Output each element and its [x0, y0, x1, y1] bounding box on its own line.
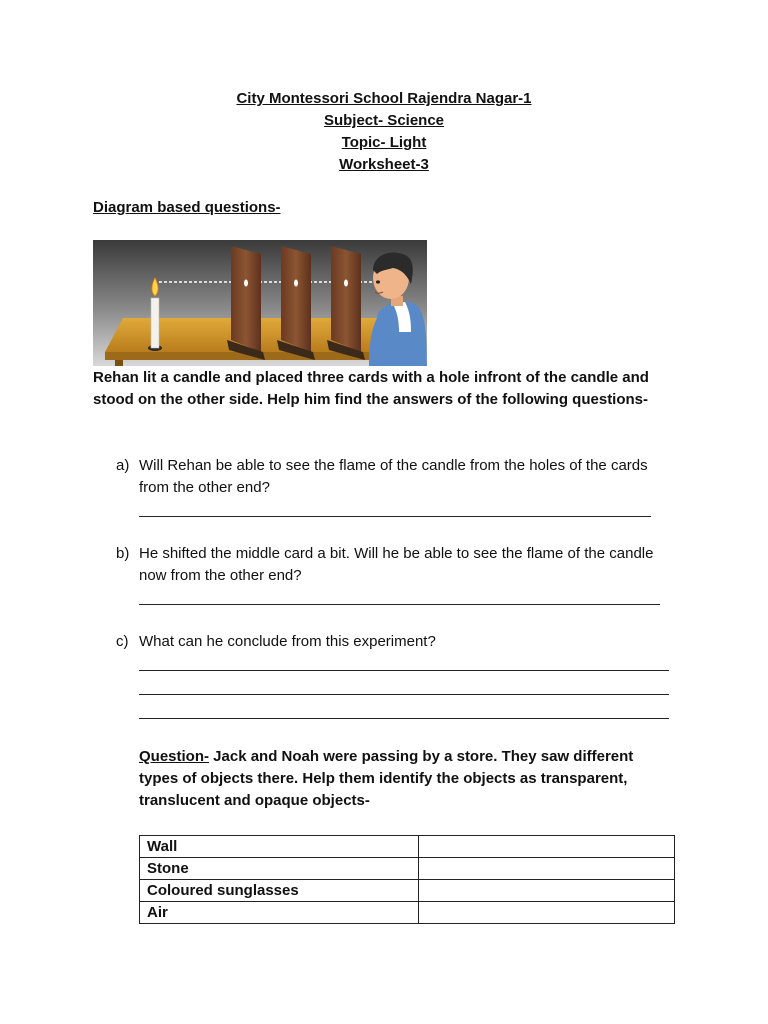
- question-text: Will Rehan be able to see the flame of the candle from the holes of the cards from the other end?: [139, 457, 648, 496]
- question-text: Jack and Noah were passing by a store. They saw different types of objects there. Help them identify the objects as transparent, translucent and opaque objects-: [139, 748, 634, 809]
- table-row: [140, 880, 675, 902]
- object-name: Stone: [140, 858, 419, 880]
- candle-cards-illustration: [93, 240, 427, 366]
- school-name: City Montessori School Rajendra Nagar-1: [236, 90, 532, 107]
- subject-title: Subject- Science: [323, 112, 445, 129]
- card-with-hole-icon: [327, 246, 365, 360]
- table-row: [140, 836, 675, 858]
- answer-line-c3[interactable]: [139, 718, 669, 719]
- topic-title: Topic- Light: [341, 134, 427, 151]
- question-label: c): [116, 633, 129, 650]
- question-objects: [139, 746, 669, 812]
- section-title: Diagram based questions-: [93, 199, 281, 216]
- worksheet-header: [0, 88, 768, 176]
- question-label: Question-: [139, 748, 209, 765]
- experiment-intro: Rehan lit a candle and placed three cards with a hole infront of the candle and stood on the other side. Help him find the answers of the following questions-: [93, 369, 649, 408]
- object-name: Coloured sunglasses: [140, 880, 419, 902]
- object-name: Wall: [140, 836, 419, 858]
- answer-cell[interactable]: [419, 902, 675, 924]
- worksheet-title: Worksheet-3: [339, 156, 429, 173]
- question-text: What can he conclude from this experiment?: [139, 633, 436, 650]
- answer-line-c2[interactable]: [139, 694, 669, 695]
- question-text: He shifted the middle card a bit. Will he be able to see the flame of the candle now from the other end?: [139, 545, 654, 584]
- object-name: Air: [140, 902, 419, 924]
- table-row: [140, 858, 675, 880]
- table-row: [140, 902, 675, 924]
- answer-cell[interactable]: [419, 858, 675, 880]
- answer-line-a[interactable]: [139, 516, 651, 517]
- objects-table: [139, 835, 675, 924]
- answer-line-c1[interactable]: [139, 670, 669, 671]
- card-with-hole-icon: [227, 246, 265, 360]
- card-with-hole-icon: [277, 246, 315, 360]
- question-label: a): [116, 457, 130, 474]
- question-label: b): [116, 545, 130, 562]
- answer-line-b[interactable]: [139, 604, 660, 605]
- answer-cell[interactable]: [419, 836, 675, 858]
- answer-cell[interactable]: [419, 880, 675, 902]
